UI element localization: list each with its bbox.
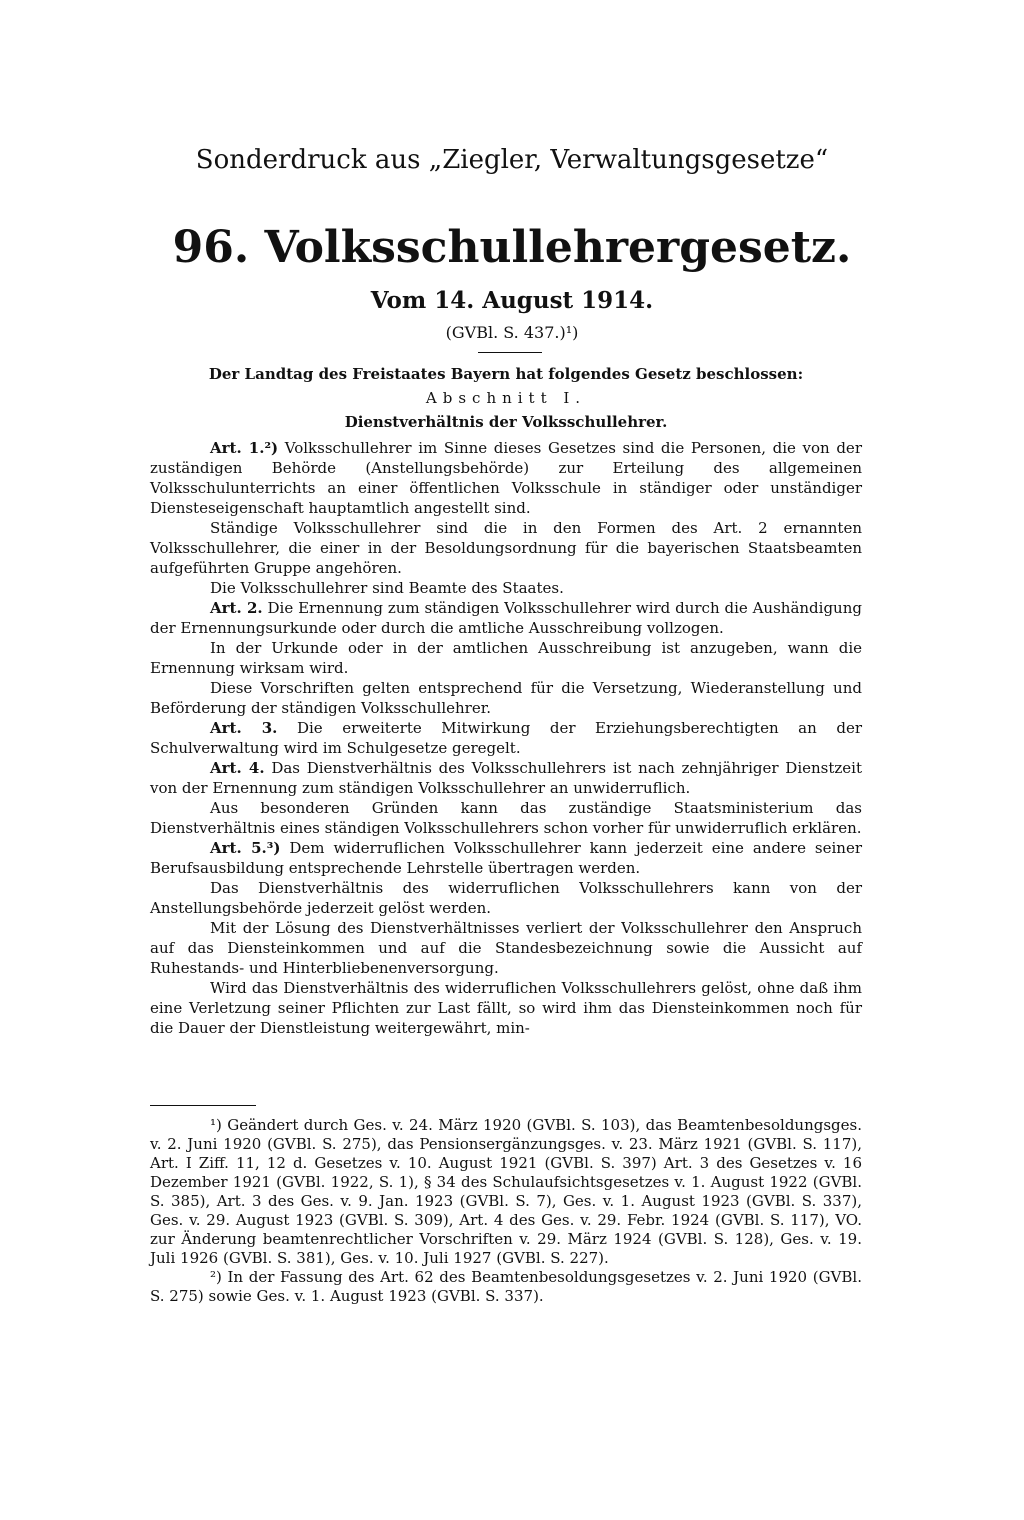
paragraph-text: Die erweiterte Mitwirkung der Erziehungsberechtigten an der Schulverwaltung wird im Schulgesetze geregelt. (150, 719, 862, 757)
paragraph-text: Diese Vorschriften gelten entsprechend für die Versetzung, Wiederanstellung und Beförderung der ständigen Volksschullehrer. (150, 679, 862, 717)
law-title: 96. Volksschullehrergesetz. (172, 222, 852, 273)
paragraph (150, 918, 862, 978)
paragraph (150, 518, 862, 578)
paragraph-text: Mit der Lösung des Dienstverhältnisses verliert der Volksschullehrer den Anspruch auf das Diensteinkommen und auf die Standesbezeichnung sowie die Aussicht auf Ruhestands- und Hinterbliebenenversorgung. (150, 919, 862, 977)
paragraph-text: Aus besonderen Gründen kann das zuständige Staatsministerium das Dienstverhältnis eines ständigen Volksschullehrers schon vorher für unwiderruflich erklären. (150, 799, 862, 837)
paragraph-text: Das Dienstverhältnis des Volksschullehrers ist nach zehnjähriger Dienstzeit von der Ernennung zum ständigen Volksschullehrer an unwiderruflich. (150, 759, 862, 797)
article-number: Art. 2. (210, 599, 263, 617)
law-date: Vom 14. August 1914. (370, 287, 654, 314)
paragraph-text: Ständige Volksschullehrer sind die in den Formen des Art. 2 ernannten Volksschullehrer, die einer in der Besoldungsordnung für die bayerischen Staatsbeamten aufgeführten Gruppe angehören. (150, 519, 862, 577)
paragraph-text: Dem widerruflichen Volksschullehrer kann jederzeit eine andere seiner Berufsausbildung entsprechende Lehrstelle übertragen werden. (150, 839, 862, 877)
article-number: Art. 3. (210, 719, 278, 737)
paragraph (150, 438, 862, 518)
section-heading: Dienstverhältnis der Volksschullehrer. (344, 413, 668, 431)
enactment-clause: Der Landtag des Freistaates Bayern hat folgendes Gesetz beschlossen: (208, 365, 804, 383)
paragraph (150, 598, 862, 638)
footnote-1: ¹) Geändert durch Ges. v. 24. März 1920 (GVBl. S. 103), das Beamtenbesoldungsges. v. 2. Juni 1920 (GVBl. S. 275), das Pensionsergänzungsges. v. 23. März 1921 (GVBl. S. 117), Art. I Ziff. 11, 12 d. Gesetzes v. 10. August 1921 (GVBl. S. 397) Art. 3 des Gesetzes v. 16 Dezember 1921 (GVBl. 1922, S. 1), § 34 des Schulaufsichtsgesetzes v. 1. August 1922 (GVBl. S. 385), Art. 3 des Ges. v. 9. Jan. 1923 (GVBl. S. 7), Ges. v. 1. August 1923 (GVBl. S. 337), Ges. v. 29. August 1923 (GVBl. S. 309), Art. 4 des Ges. v. 29. Febr. 1924 (GVBl. S. 117), VO. zur Änderung beamtenrechtlicher Vorschriften v. 29. März 1924 (GVBl. S. 128), Ges. v. 19. Juli 1926 (GVBl. S. 381), Ges. v. 10. Juli 1927 (GVBl. S. 227). (150, 1116, 862, 1267)
paragraph-text: Das Dienstverhältnis des widerruflichen Volksschullehrers kann von der Anstellungsbehörde jederzeit gelöst werden. (150, 879, 862, 917)
offprint-line: Sonderdruck aus „Ziegler, Verwaltungsgesetze“ (195, 145, 829, 175)
footnote-2: ²) In der Fassung des Art. 62 des Beamtenbesoldungsgesetzes v. 2. Juni 1920 (GVBl. S. 275) sowie Ges. v. 1. August 1923 (GVBl. S. 337). (150, 1268, 862, 1305)
paragraph-text: Wird das Dienstverhältnis des widerruflichen Volksschullehrers gelöst, ohne daß ihm eine Verletzung seiner Pflichten zur Last fällt, so wird ihm das Diensteinkommen noch für die Dauer der Dienstleistung weitergewährt, min- (150, 979, 862, 1037)
law-body (150, 364, 862, 1038)
paragraph (150, 798, 862, 838)
article-number: Art. 5.³) (210, 839, 281, 857)
title-divider (478, 352, 542, 353)
article-number: Art. 4. (210, 759, 265, 777)
footnotes (150, 1116, 862, 1306)
paragraph-text: Volksschullehrer im Sinne dieses Gesetzes sind die Personen, die von der zuständigen Behörde (Anstellungsbehörde) zur Erteilung des allgemeinen Volksschulunterrichts an einer öffentlichen Volksschule in ständiger oder unständiger Diensteseigenschaft hauptamtlich angestellt sind. (150, 439, 862, 517)
paragraph (150, 978, 862, 1038)
section-label: Abschnitt I. (425, 389, 587, 407)
paragraph (150, 678, 862, 718)
article-number: Art. 1.²) (210, 439, 279, 457)
paragraph-text: Die Ernennung zum ständigen Volksschullehrer wird durch die Aushändigung der Ernennungsurkunde oder durch die amtliche Ausschreibung vollzogen. (150, 599, 862, 637)
paragraph (150, 758, 862, 798)
paragraph-text: In der Urkunde oder in der amtlichen Ausschreibung ist anzugeben, wann die Ernennung wirksam wird. (150, 639, 862, 677)
paragraph (150, 638, 862, 678)
paragraph-text: Die Volksschullehrer sind Beamte des Staates. (210, 579, 564, 597)
paragraph (150, 718, 862, 758)
footnote-divider (150, 1105, 256, 1106)
paragraph (150, 578, 862, 598)
paragraph (150, 878, 862, 918)
paragraph (150, 838, 862, 878)
paragraph-list (150, 438, 862, 1038)
gazette-reference: (GVBl. S. 437.)¹) (445, 323, 579, 342)
